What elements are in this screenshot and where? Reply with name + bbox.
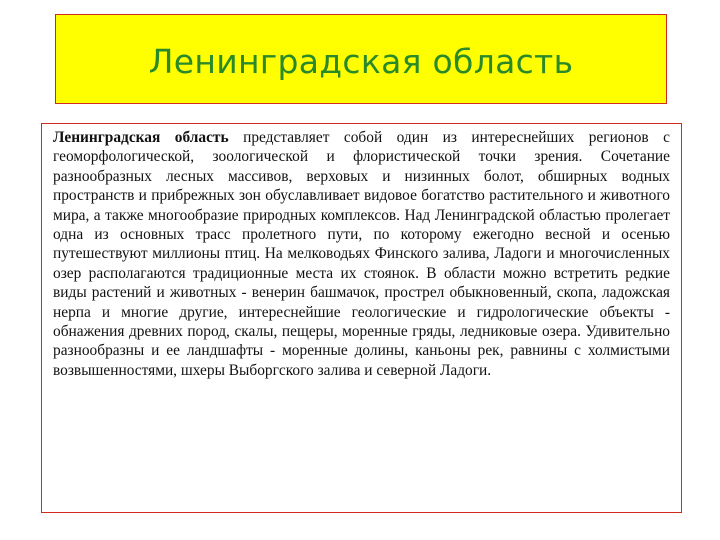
body-text-box — [41, 123, 682, 513]
body-text: представляет собой один из интереснейших регионов с геоморфологической, зоологической и флористической точки зрения. Сочетание разнообразных лесных массивов, верховых и низинных болот, обширных водных пространств и прибрежных зон обуславливает видовое богатство растительного и животного мира, а также многообразие природных комплексов. Над Ленинградской областью пролегает одна из основных трасс пролетного пути, по которому ежегодно весной и осенью путешествуют миллионы птиц. На мелководьях Финского залива, Ладоги и многочисленных озер располагаются традиционные места их стоянок. В области можно встретить редкие виды растений и животных - венерин башмачок, прострел обыкновенный, скопа, ладожская нерпа и многие другие, интереснейшие геологические и гидрологические объекты - обнажения древних пород, скалы, пещеры, моренные гряды, ледниковые озера. Удивительно разнообразны и ее ландшафты - моренные долины, каньоны рек, равнины с холмистыми возвышенностями, шхеры Выборгского залива и северной Ладоги. — [53, 129, 670, 379]
slide-title: Ленинградская область — [148, 41, 574, 81]
body-lead-bold: Ленинградская область — [53, 129, 229, 146]
title-box — [55, 14, 667, 104]
body-paragraph — [53, 128, 670, 380]
